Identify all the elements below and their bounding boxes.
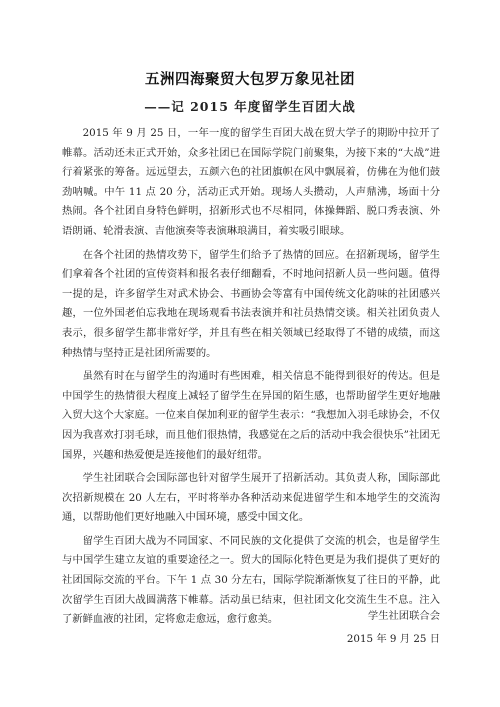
paragraph-3: 虽然有时在与留学生的沟通时有些困难，相关信息不能得到很好的传达。但是中国学生的热情很大程度上减轻了留学生在异国的陌生感，也帮助留学生更好地融入贸大这个大家庭。一位来自保加利亚的留学生表示：“我想加入羽毛球协会，不仅因为我喜欢打羽毛球，而且他们很热情，我感觉在之后的活动中我会很快乐”社团无国界，兴趣和热爱便是连接他们的最好纽带。 — [62, 370, 440, 461]
article-body — [62, 124, 440, 630]
page-title: 五洲四海聚贸大包罗万象见社团 — [145, 72, 355, 88]
paragraph-4: 学生社团联合会国际部也针对留学生展开了招新活动。其负责人称，国际部此次招新规模在 20 人左右，平时将举办各种活动来促进留学生和本地学生的交流沟通，以帮助他们更好地融入中国环境，感受中国文化。 — [62, 472, 440, 524]
paragraph-1: 2015 年 9 月 25 日，一年一度的留学生百团大战在贸大学子的期盼中拉开了帷幕。活动还未正式开始，众多社团已在国际学院门前聚集，为接下来的“大战”进行着紧张的筹备。远远望去，五颜六色的社团旗帜在风中飘展着，仿佛在为他们鼓劲呐喊。中午 11 点 20 分，活动正式开始。现场人头攒动，人声鼎沸，场面十分热闹。各个社团自身特色鲜明，招新形式也不尽相同，体操舞蹈、脱口秀表演、外语朗诵、轮滑表演、吉他演奏等表演琳琅满目，着实吸引眼球。 — [62, 127, 440, 237]
page-subtitle: ——记 2015 年度留学生百团大战 — [144, 99, 356, 114]
paragraph-2: 在各个社团的热情攻势下，留学生们给予了热情的回应。在招新现场，留学生们拿着各个社团的宣传资料和报名表仔细翻看，不时地问招新人员一些问题。值得一提的是，许多留学生对武术协会、书画协会等富有中国传统文化韵味的社团感兴趣，一位外国老伯忘我地在现场观看书法表演并和社员热情交谈。相关社团负责人表示，很多留学生都非常好学，并且有些在相关领域已经取得了不错的成绩，而这种热情与坚持正是社团所需要的。 — [62, 248, 440, 359]
signature-organization: 学生社团联合会 — [367, 610, 440, 622]
paragraph-5: 留学生百团大战为不同国家、不同民族的文化提供了交流的机会，也是留学生与中国学生建立友谊的重要途径之一。贸大的国际化特色更是为我们提供了更好的社团国际交流的平台。下午 1 点 30 分左右，国际学院渐渐恢复了往日的平静，此次留学生百团大战圆满落下帷幕。活动虽已结束，但社团文化交流生生不息。注入了新鲜血液的社团，定将愈走愈远，愈行愈美。 — [62, 534, 440, 626]
signature-date: 2015 年 9 月 25 日 — [346, 633, 440, 645]
